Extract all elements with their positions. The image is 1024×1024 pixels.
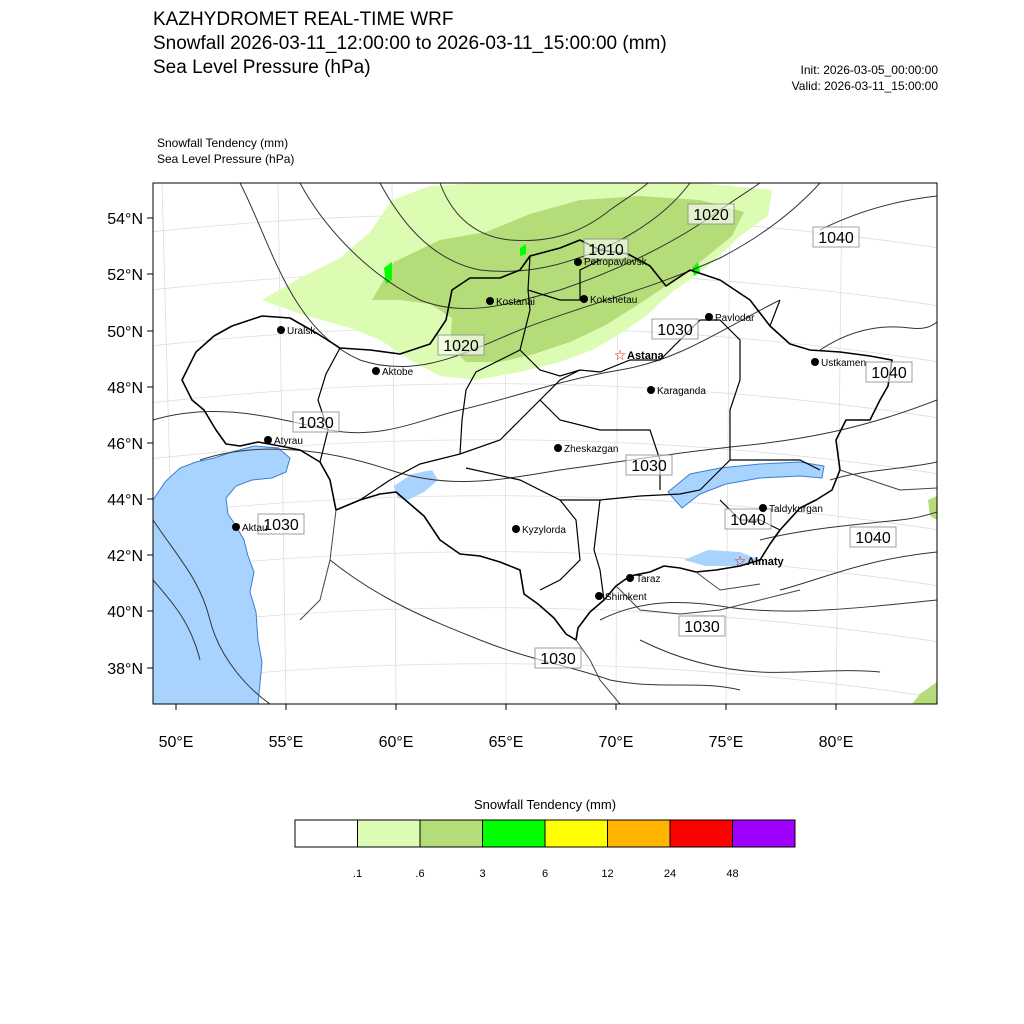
- contour-label-text: 1040: [730, 512, 766, 529]
- city-label: Zheskazgan: [564, 444, 619, 455]
- city-dot: [232, 523, 240, 531]
- lon-label: 70°E: [598, 734, 634, 751]
- lon-label: 60°E: [378, 734, 414, 751]
- city-label: Kostanai: [496, 297, 535, 308]
- contour-label-text: 1010: [588, 242, 624, 259]
- lat-label: 44°N: [107, 492, 143, 509]
- lat-label: 42°N: [107, 548, 143, 565]
- contour-label: [679, 616, 725, 636]
- lat-label: 52°N: [107, 267, 143, 284]
- colorbar-swatch: [295, 820, 358, 847]
- city-label: Petropavlovsk: [584, 257, 647, 268]
- contour-label-text: 1030: [540, 651, 576, 668]
- colorbar: [295, 820, 795, 847]
- colorbar-swatch: [670, 820, 733, 847]
- city-dot: [759, 504, 767, 512]
- contour-label: [438, 335, 484, 355]
- lat-label: 48°N: [107, 380, 143, 397]
- city-label: Atyrau: [274, 436, 303, 447]
- city-dot: [705, 313, 713, 321]
- city-label: Karaganda: [657, 386, 706, 397]
- city-label: Uralsk: [287, 326, 316, 337]
- contour-label: [813, 227, 859, 247]
- capital-astana: [614, 348, 665, 364]
- city-label: Kyzylorda: [522, 525, 566, 536]
- contour-label-text: 1030: [631, 458, 667, 475]
- lat-label: 40°N: [107, 604, 143, 621]
- city-dot: [595, 592, 603, 600]
- lat-axis-labels: [107, 211, 143, 678]
- lon-axis-labels: [159, 734, 854, 751]
- contour-label: [725, 509, 771, 529]
- city-dot: [486, 297, 494, 305]
- lon-label: 65°E: [488, 734, 524, 751]
- city-label: Taraz: [636, 574, 661, 585]
- city-dot: [574, 258, 582, 266]
- colorbar-swatch: [420, 820, 483, 847]
- contour-label: [626, 455, 672, 475]
- lon-label: 75°E: [708, 734, 744, 751]
- lon-label: 55°E: [268, 734, 304, 751]
- city-dot: [580, 295, 588, 303]
- city-label: Kokshetau: [590, 295, 638, 306]
- city-dot: [264, 436, 272, 444]
- colorbar-tick-label: 24: [663, 868, 677, 880]
- city-taldykurgan: [759, 504, 823, 515]
- colorbar-swatch: [608, 820, 671, 847]
- colorbar-tick-label: 6: [541, 868, 549, 880]
- star-icon: ☆: [613, 348, 627, 364]
- valid-time: Valid: 2026-03-11_15:00:00: [791, 79, 938, 93]
- lat-label: 38°N: [107, 661, 143, 678]
- contour-label-text: 1030: [263, 517, 299, 534]
- contour-label-text: 1030: [684, 619, 720, 636]
- city-dot: [277, 326, 285, 334]
- contour-label: [0, 0, 36, 4]
- colorbar-swatch: [545, 820, 608, 847]
- capital-label: Astana: [627, 350, 664, 362]
- colorbar-swatch: [733, 820, 796, 847]
- city-dot: [647, 386, 655, 394]
- contour-label: [866, 362, 912, 382]
- contour-label: [688, 204, 734, 224]
- city-dot: [512, 525, 520, 533]
- contour-label-text: 1040: [871, 365, 907, 382]
- subtitle-snowfall: Snowfall Tendency (mm): [157, 136, 289, 150]
- colorbar-tick-label: .1: [352, 868, 363, 880]
- colorbar-tick-label: .6: [415, 868, 425, 880]
- city-label: Taldykurgan: [769, 504, 823, 515]
- contour-label-text: 1020: [693, 207, 729, 224]
- contour-label: [652, 319, 698, 339]
- contour-label-text: 1040: [818, 230, 854, 247]
- lat-label: 50°N: [107, 324, 143, 341]
- city-label: Aktobe: [382, 367, 414, 378]
- title-line-3: Sea Level Pressure (hPa): [153, 57, 371, 78]
- colorbar-tick-label: 12: [601, 868, 614, 880]
- lon-label: 80°E: [818, 734, 854, 751]
- lon-label: 50°E: [158, 734, 194, 751]
- city-label: Pavlodar: [715, 313, 755, 324]
- city-dot: [372, 367, 380, 375]
- capital-almaty: [734, 554, 785, 570]
- city-dot: [626, 574, 634, 582]
- city-dot: [811, 358, 819, 366]
- city-petropavlovsk: [574, 257, 648, 268]
- contour-label-text: 1020: [443, 338, 479, 355]
- contour-label: [293, 412, 339, 432]
- colorbar-tick-label: 3: [479, 868, 486, 880]
- capital-label: Almaty: [747, 556, 784, 568]
- city-label: Shimkent: [605, 592, 647, 603]
- star-icon: ☆: [733, 554, 747, 570]
- contour-label: [535, 648, 581, 668]
- city-zheskazgan: [554, 444, 618, 455]
- contour-label-text: 1030: [298, 415, 334, 432]
- lat-label: 46°N: [107, 436, 143, 453]
- colorbar-swatch: [483, 820, 546, 847]
- contour-label-text: 1040: [855, 530, 891, 547]
- city-label: Ustkamen: [821, 358, 867, 369]
- contour-label-text: 1030: [657, 322, 693, 339]
- init-time: Init: 2026-03-05_00:00:00: [800, 63, 938, 77]
- colorbar-tick-label: 48: [726, 868, 739, 880]
- colorbar-swatch: [358, 820, 421, 847]
- colorbar-title: Snowfall Tendency (mm): [473, 797, 617, 812]
- city-label: Aktau: [242, 523, 268, 534]
- contour-label: [850, 527, 896, 547]
- city-dot: [554, 444, 562, 452]
- lat-label: 54°N: [107, 211, 143, 228]
- title-line-1: KAZHYDROMET REAL-TIME WRF: [153, 9, 454, 30]
- contour-label: [584, 239, 628, 259]
- subtitle-pressure: Sea Level Pressure (hPa): [157, 152, 295, 166]
- title-line-2: Snowfall 2026-03-11_12:00:00 to 2026-03-11_15:00:00 (mm): [153, 33, 667, 54]
